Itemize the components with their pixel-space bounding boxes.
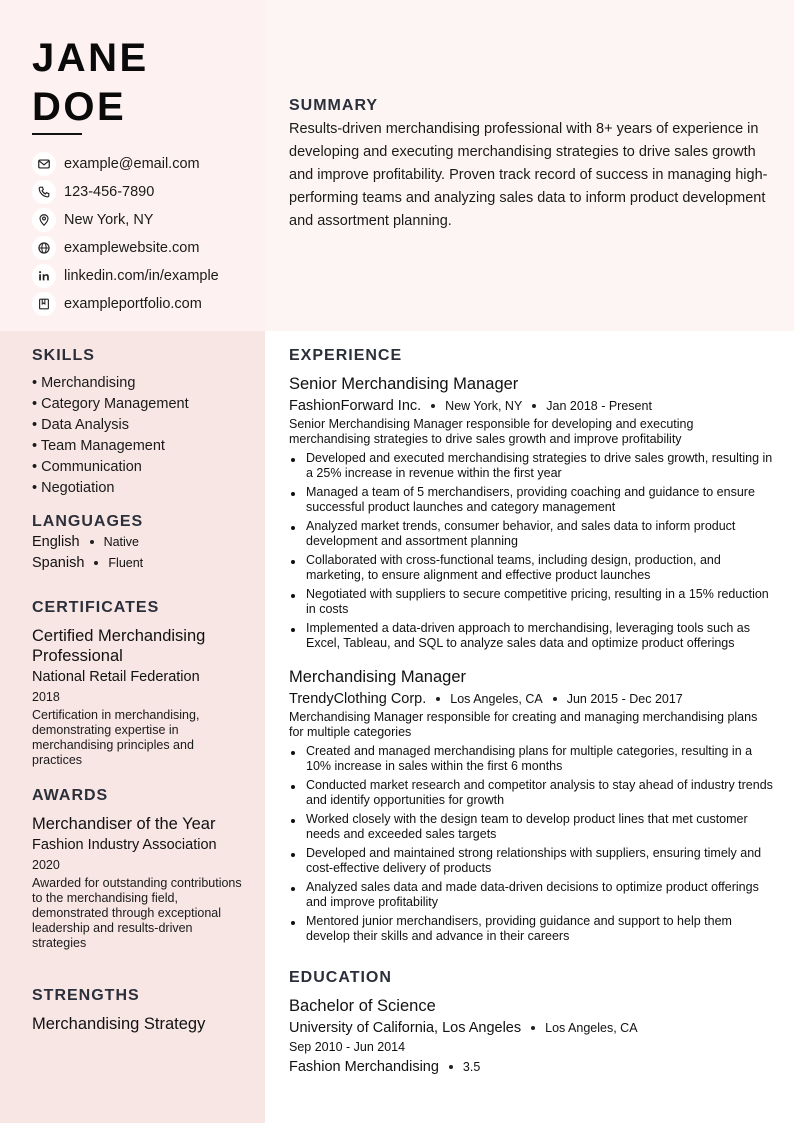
contact-phone-text: 123-456-7890 <box>64 184 155 200</box>
separator-dot <box>90 540 94 544</box>
job-bullet: Developed and executed merchandising strategies to drive sales growth, resulting in a 25% increase in revenue within the first year <box>289 451 774 481</box>
contact-linkedin[interactable] <box>32 262 219 290</box>
separator-dot <box>532 404 536 408</box>
experience-section <box>289 347 774 944</box>
separator-dot <box>553 697 557 701</box>
globe-icon <box>32 236 56 260</box>
contact-portfolio-text: exampleportfolio.com <box>64 296 202 312</box>
education-heading: EDUCATION <box>289 969 392 986</box>
skill-item: • Data Analysis <box>32 417 129 433</box>
separator-dot <box>531 1026 535 1030</box>
language-row <box>32 552 242 573</box>
job-location: Los Angeles, CA <box>450 692 543 706</box>
contact-website-text: examplewebsite.com <box>64 240 200 256</box>
summary-section <box>289 97 774 233</box>
skill-item: • Negotiation <box>32 480 115 496</box>
job-dates: Jan 2018 - Present <box>546 399 652 413</box>
skill-item: • Communication <box>32 459 142 475</box>
job-bullet: Analyzed sales data and made data-driven decisions to optimize product offerings and improve profitability <box>289 880 774 910</box>
strengths-heading: STRENGTHS <box>32 987 140 1004</box>
education-field-row <box>289 1059 774 1075</box>
certificate-year: 2018 <box>32 690 60 704</box>
job-meta <box>289 398 774 414</box>
strengths-section <box>32 987 242 1034</box>
job-dates: Jun 2015 - Dec 2017 <box>566 692 683 706</box>
job-title: Merchandising Manager <box>289 668 467 686</box>
job-entry <box>289 667 774 944</box>
contact-phone[interactable] <box>32 178 219 206</box>
last-name: DOE <box>32 85 127 129</box>
education-school: University of California, Los Angeles <box>289 1020 522 1036</box>
job-company: TrendyClothing Corp. <box>289 691 427 707</box>
job-bullet: Developed and maintained strong relationships with suppliers, ensuring timely and cost-effective delivery of products <box>289 846 774 876</box>
education-dates: Sep 2010 - Jun 2014 <box>289 1040 406 1054</box>
first-name: JANE <box>32 36 149 80</box>
job-bullet: Implemented a data-driven approach to merchandising, leveraging tools such as Excel, Tableau, and SQL to analyze sales data and optimize product offerings <box>289 621 774 651</box>
job-bullet: Managed a team of 5 merchandisers, providing coaching and guidance to ensure successful product launches and category management <box>289 485 774 515</box>
contact-linkedin-text: linkedin.com/in/example <box>64 268 219 284</box>
certificates-heading: CERTIFICATES <box>32 599 160 616</box>
education-degree: Bachelor of Science <box>289 997 436 1015</box>
skills-heading: SKILLS <box>32 347 95 364</box>
job-bullet: Worked closely with the design team to develop product lines that met customer needs and exceeded sales targets <box>289 812 774 842</box>
languages-section <box>32 513 242 573</box>
education-meta <box>289 1020 774 1036</box>
contact-portfolio[interactable] <box>32 290 219 318</box>
phone-icon <box>32 180 56 204</box>
education-location: Los Angeles, CA <box>545 1021 638 1035</box>
job-bullet: Negotiated with suppliers to secure competitive pricing, resulting in a 15% reduction in costs <box>289 587 774 617</box>
job-company: FashionForward Inc. <box>289 398 422 414</box>
job-meta <box>289 691 774 707</box>
job-bullets <box>289 744 774 944</box>
job-title: Senior Merchandising Manager <box>289 375 519 393</box>
certificates-section <box>32 599 242 768</box>
job-bullet: Created and managed merchandising plans for multiple categories, resulting in a 10% increase in sales within the first 6 months <box>289 744 774 774</box>
separator-dot <box>436 697 440 701</box>
education-field: Fashion Merchandising <box>289 1059 439 1075</box>
separator-dot <box>449 1065 453 1069</box>
portfolio-icon <box>32 292 56 316</box>
linkedin-icon <box>32 264 56 288</box>
location-pin-icon <box>32 208 56 232</box>
certificate-name: Certified Merchandising Professional <box>32 627 206 665</box>
award-year: 2020 <box>32 858 60 872</box>
education-section <box>289 969 774 1075</box>
strength-item: Merchandising Strategy <box>32 1015 206 1033</box>
job-bullet: Collaborated with cross-functional teams, including design, production, and marketing, to ensure alignment and effective product launches <box>289 553 774 583</box>
skills-section <box>32 347 242 499</box>
language-row <box>32 531 242 552</box>
certificate-desc: Certification in merchandising, demonstrating expertise in merchandising principles and practices <box>32 708 200 767</box>
language-level: Native <box>103 534 139 549</box>
skill-item: • Merchandising <box>32 375 136 391</box>
skill-item: • Team Management <box>32 438 165 454</box>
separator-dot <box>431 404 435 408</box>
awards-heading: AWARDS <box>32 787 109 804</box>
contact-email[interactable] <box>32 150 219 178</box>
education-gpa: 3.5 <box>462 1060 481 1074</box>
separator-dot <box>94 561 98 565</box>
contact-list <box>32 150 219 318</box>
language-level: Fluent <box>108 555 144 570</box>
award-name: Merchandiser of the Year <box>32 815 216 833</box>
award-desc: Awarded for outstanding contributions to the merchandising field, demonstrated through exceptional leadership and results-driven strategies <box>32 876 242 950</box>
job-bullets <box>289 451 774 651</box>
award-org: Fashion Industry Association <box>32 837 217 853</box>
name-divider <box>32 133 82 135</box>
job-description: Senior Merchandising Manager responsible for developing and executing merchandising strategies to drive sales growth and improve profitability <box>289 417 694 446</box>
job-bullet: Mentored junior merchandisers, providing guidance and support to help them develop their skills and advance in their careers <box>289 914 774 944</box>
job-description: Merchandising Manager responsible for creating and managing merchandising plans for multiple categories <box>289 710 758 739</box>
summary-text: Results-driven merchandising professional with 8+ years of experience in developing and executing merchandising strategies to drive sales growth and improve profitability. Proven track record of success in managing high-performing teams and analyzing sales data to inform product development and assortment planning. <box>289 121 768 229</box>
certificate-org: National Retail Federation <box>32 669 200 685</box>
language-name: English <box>32 533 80 550</box>
contact-website[interactable] <box>32 234 219 262</box>
awards-section <box>32 787 242 951</box>
job-bullet: Conducted market research and competitor analysis to stay ahead of industry trends and identify opportunities for growth <box>289 778 774 808</box>
contact-location <box>32 206 219 234</box>
mail-icon <box>32 152 56 176</box>
skill-item: • Category Management <box>32 396 189 412</box>
languages-heading: LANGUAGES <box>32 513 144 530</box>
summary-heading: SUMMARY <box>289 97 379 114</box>
candidate-name <box>32 34 149 132</box>
experience-heading: EXPERIENCE <box>289 347 403 364</box>
contact-email-text: example@email.com <box>64 156 200 172</box>
language-name: Spanish <box>32 554 85 571</box>
contact-location-text: New York, NY <box>64 212 154 228</box>
job-bullet: Analyzed market trends, consumer behavior, and sales data to inform product development and assortment planning <box>289 519 774 549</box>
skill-list <box>32 373 242 499</box>
job-location: New York, NY <box>445 399 523 413</box>
job-entry <box>289 374 774 651</box>
